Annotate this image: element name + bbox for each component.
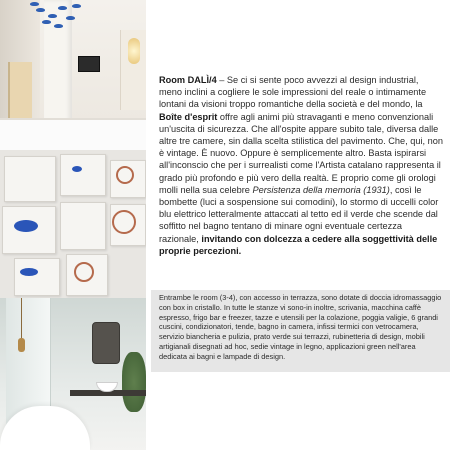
art-panel [60,202,106,250]
photo-column [0,0,146,450]
intro-text: – Se ci si sente poco avvezzi al design industrial, meno inclini a cogliere le sole impressioni del reale o intimamente lontani da visioni troppo romantiche della società e del mondo, la [159,75,427,110]
brand-name: Boîte d'esprit [159,111,218,122]
blue-bird [48,14,57,18]
blue-splash [14,220,38,232]
blue-bird [72,4,81,8]
body-text-2: , così le bombette (luci a sospensione sui comodini), lo stormo di uccelli color blu elettrico letteralmente attaccati al tetto ed il verde che scende dal soffitto nel bagno tentano di minare ogni eventuale certezza razionale, [159,184,439,244]
blue-bird [36,8,45,12]
shelf-light [128,38,140,64]
copper-swirl [112,210,136,234]
art-panel [60,154,106,196]
main-text-column [159,74,443,257]
room-title: Room DALÌ/4 [159,75,217,85]
bathroom-photo [0,298,146,450]
artwork-title: Persistenza della memoria (1931) [252,184,390,195]
closing-text: invitando con dolcezza a cedere alla soggettività delle proprie percezioni. [159,233,438,256]
blue-bird [58,6,67,10]
pendant-lamp [18,338,25,352]
blue-splash [72,166,82,172]
hanging-plant [122,352,146,412]
blue-bird [66,16,75,20]
main-paragraph [159,74,443,257]
blue-splash [20,268,38,276]
bed [0,118,146,150]
wall-tv [78,56,100,72]
amenities-text: Entrambe le room (3-4), con accesso in terrazza, sono dotate di doccia idromassaggio con box in cristallo. In tutte le stanze vi sono-in inoltre, scrivania, macchina caffè espresso, frigo bar e freezer, tazze e utensili per la colazione, poggia valigie, 6 grandi cuscini, condizionatori, tende, bagno in camera, infissi termici con vetrocamera, servizio biancheria e pulizia, prato verde sui terrazzi, rubinetteria di design, mobili artigianali disegnati ad hoc, sedie vintage in legno, applicazioni green nell'area dedicata ai bagni e lampade di design. [159,293,442,361]
copper-swirl [116,166,134,184]
blue-bird [54,24,63,28]
art-panel [14,258,60,296]
body-text-1: offre agli animi più stravaganti e meno convenzionali un'uscita di sicurezza. Che all'ospite appare subito tale, diversa dalle altre tre camere, sin dalla scelta stilistica del pavimento. Che, qui, non è vintage. È nuovo. Oppure è semplicemente altro. Basta ispirarsi all'inconscio che per i surrealisti come l'Artista catalano rappresenta il grado più profondo e più vero della realtà. E proprio come gli orologi molli nella sua celebre [159,111,443,195]
copper-swirl [74,262,94,282]
bedroom-photo [0,0,146,150]
blue-bird [30,2,39,6]
art-panel [4,156,56,202]
amenities-box [151,290,450,372]
art-wall-photo [0,150,146,298]
pendant-cord [21,298,22,338]
blue-bird [42,20,51,24]
mirror [92,322,120,364]
